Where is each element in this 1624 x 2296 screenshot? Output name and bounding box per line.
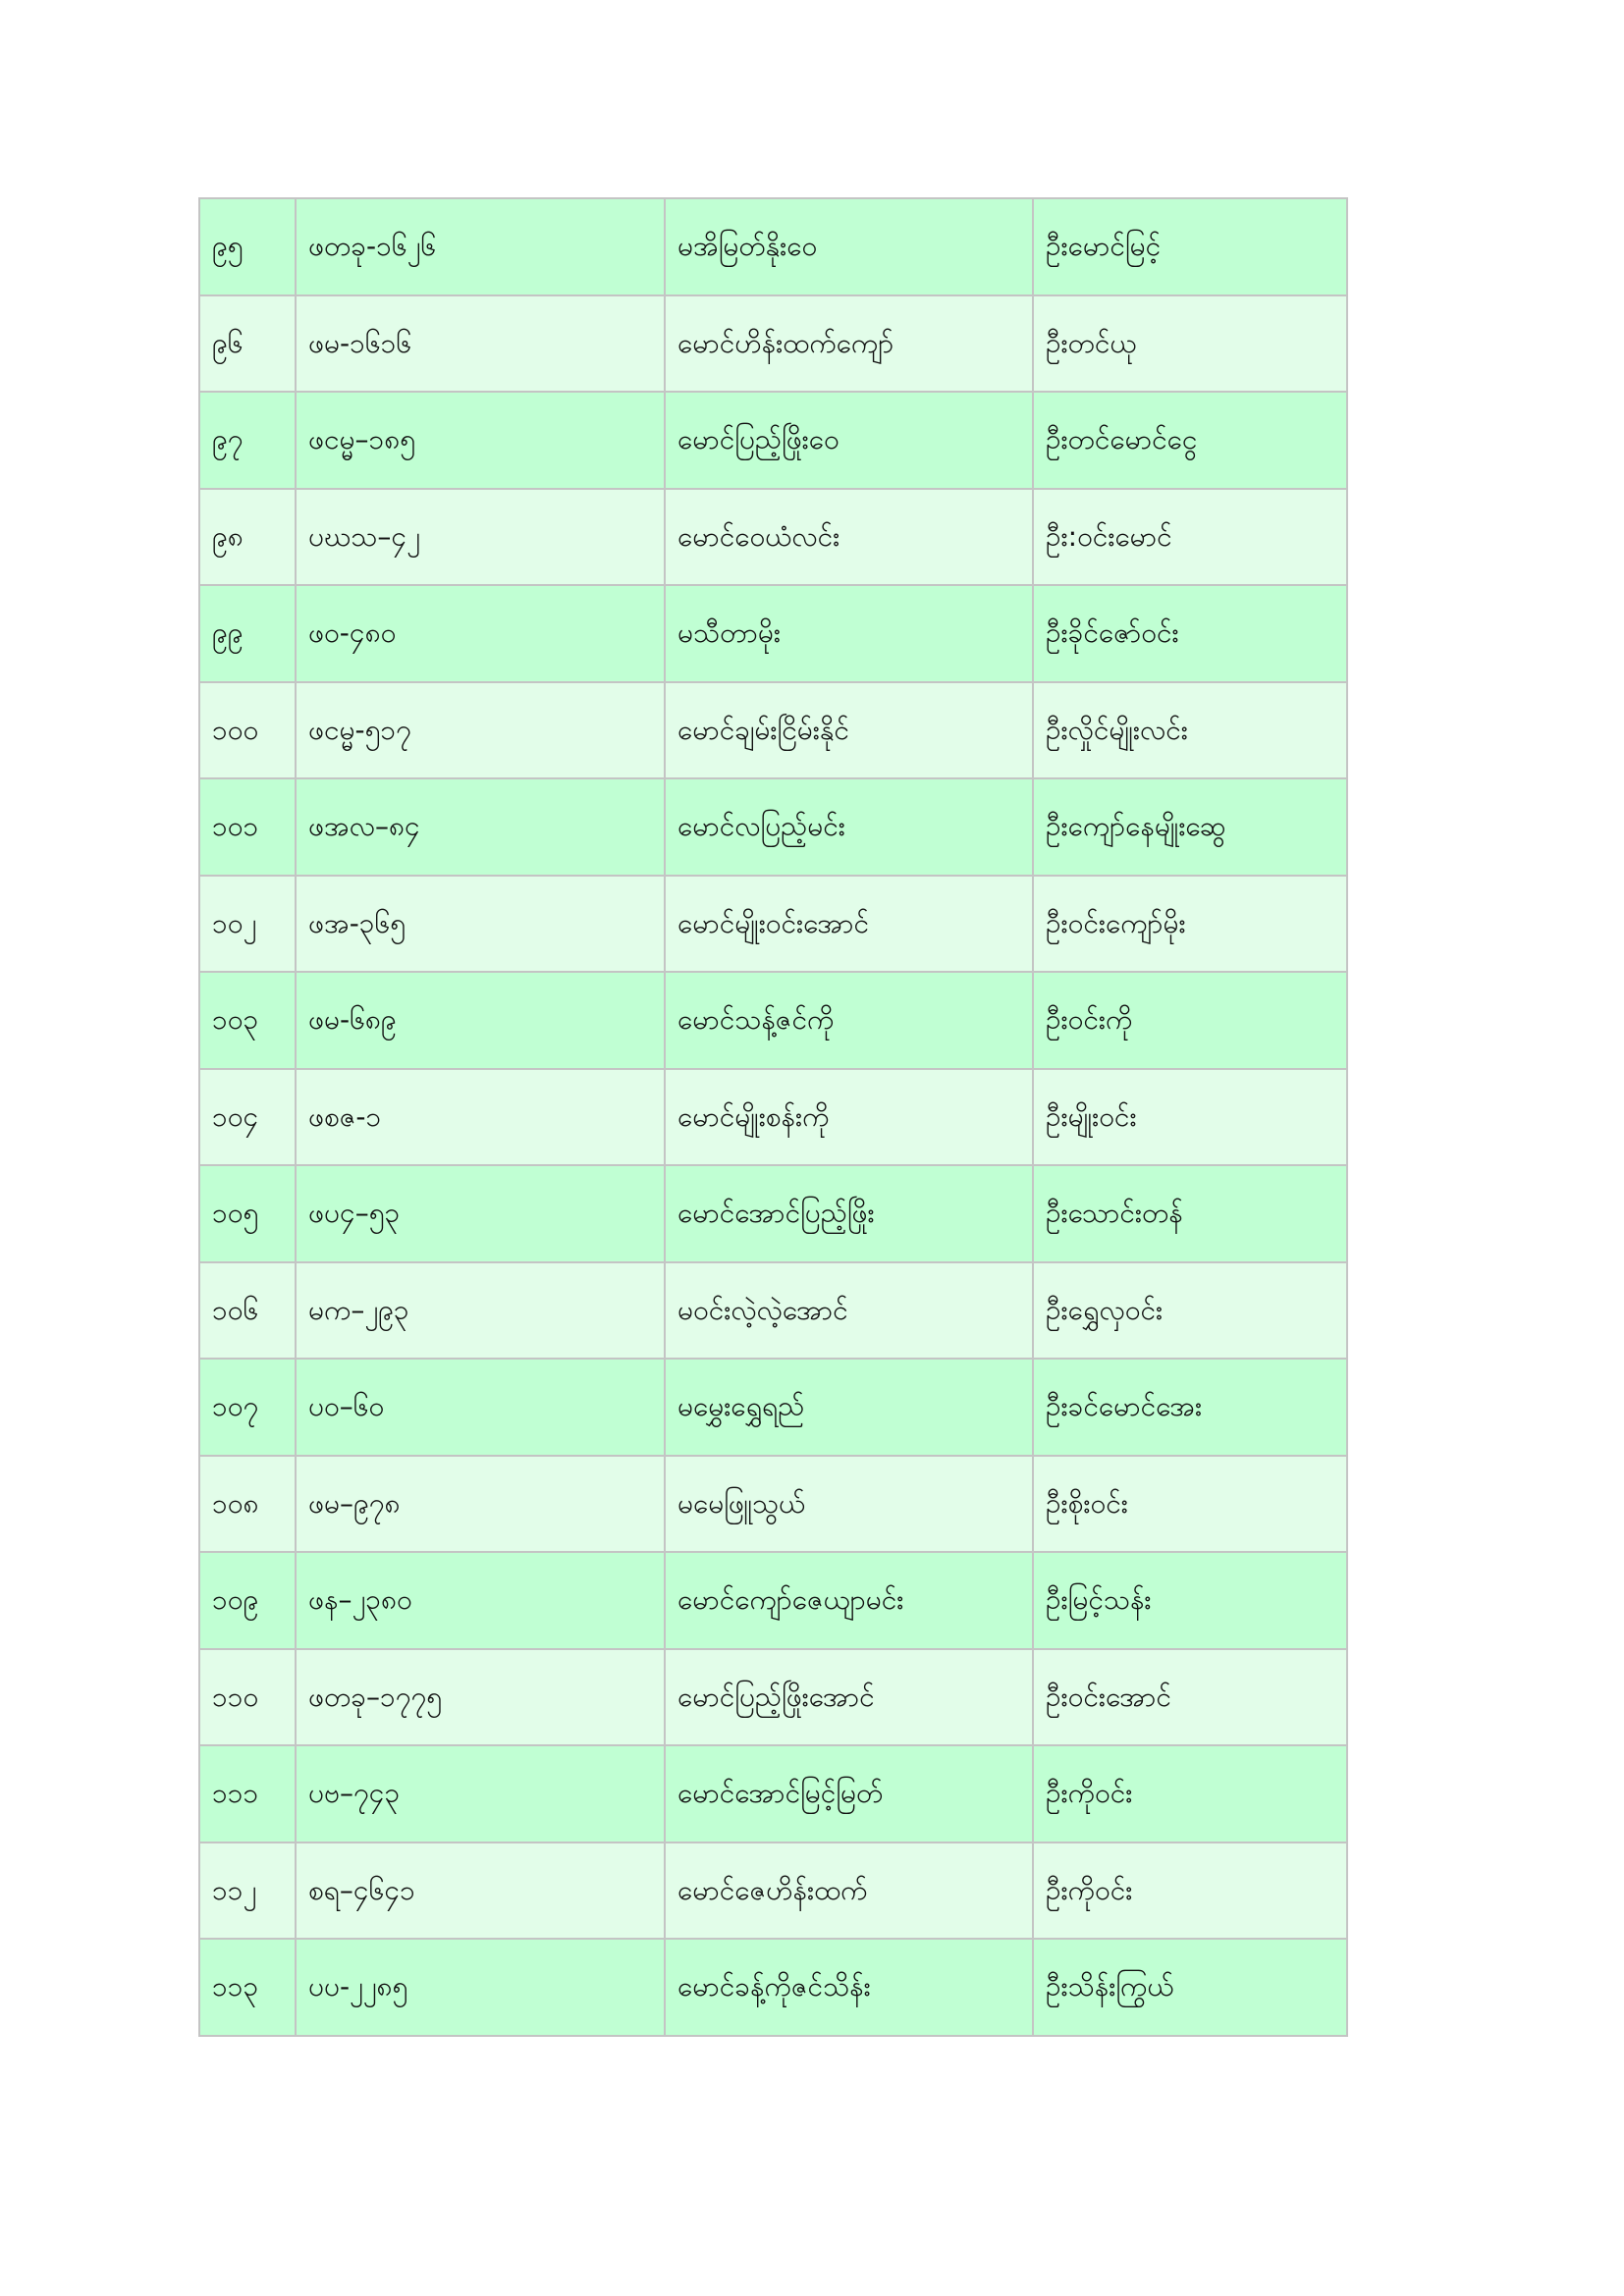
father-name-cell: ဦးဝင်းကျော်မိုး [1033,876,1347,973]
row-number-cell: ၉၆ [199,295,296,393]
father-name-cell: ဦးရွှေလှဝင်း [1033,1262,1347,1360]
row-number-cell: ၁၀၃ [199,972,296,1069]
table-row [199,778,1347,876]
row-number-cell: ၁၁၁ [199,1745,296,1842]
code-cell: ဖမ-၁၆၁၆ [296,295,665,393]
name-cell: မသီတာမိုး [665,585,1033,682]
code-cell: ဖအလ–၈၄ [296,778,665,876]
table-row [199,1069,1347,1166]
code-cell: ဖငမ္မ–၁၈၅ [296,392,665,489]
father-name-cell: ဦးမောင်မြင့် [1033,198,1347,295]
father-name-cell: ဦးလှိုင်မျိုးလင်း [1033,682,1347,779]
father-name-cell: ဦး:ဝင်းမောင် [1033,489,1347,586]
code-cell: ပပ-၂၂၈၅ [296,1939,665,2036]
father-name-cell: ဦးတင်မောင်ငွေ [1033,392,1347,489]
name-cell: မမွှေးရွှေရည် [665,1359,1033,1456]
row-number-cell: ၁၀၅ [199,1165,296,1262]
father-name-cell: ဦးကျော်နေမျိုးဆွေ [1033,778,1347,876]
table-row [199,682,1347,779]
father-name-cell: ဦးကိုဝင်း [1033,1842,1347,1940]
code-cell: ဖတခု-၁၆၂၆ [296,198,665,295]
table-row [199,1745,1347,1842]
document-page [198,197,1346,2037]
row-number-cell: ၁၀၆ [199,1262,296,1360]
code-cell: ဖဝ-၄၈၀ [296,585,665,682]
father-name-cell: ဦးခိုင်ဇော်ဝင်း [1033,585,1347,682]
code-cell: ဖစဇ-၁ [296,1069,665,1166]
table-row [199,1842,1347,1940]
row-number-cell: ၁၀၉ [199,1552,296,1649]
code-cell: ဖပ၄–၅၃ [296,1165,665,1262]
table-row [199,1649,1347,1746]
table-row [199,585,1347,682]
row-number-cell: ၁၀၇ [199,1359,296,1456]
roster-table [198,197,1348,2037]
name-cell: မောင်ဝေယံလင်း [665,489,1033,586]
name-cell: မောင်ပြည့်ဖြိုးအောင် [665,1649,1033,1746]
name-cell: မောင်ခန့်ကိုဇင်သိန်း [665,1939,1033,2036]
row-number-cell: ၁၀၈ [199,1456,296,1553]
father-name-cell: ဦးဝင်းကို [1033,972,1347,1069]
code-cell: ပဃသ–၄၂ [296,489,665,586]
name-cell: မမေဖြူသွယ် [665,1456,1033,1553]
father-name-cell: ဦးကိုဝင်း [1033,1745,1347,1842]
table-row [199,1939,1347,2036]
name-cell: မောင်လပြည့်မင်း [665,778,1033,876]
name-cell: မောင်ချမ်းငြိမ်းနိုင် [665,682,1033,779]
code-cell: စရ–၄၆၄၁ [296,1842,665,1940]
table-row [199,1165,1347,1262]
name-cell: မဝင်းလဲ့လဲ့အောင် [665,1262,1033,1360]
code-cell: ဖငမ္မ-၅၁၇ [296,682,665,779]
row-number-cell: ၁၀၄ [199,1069,296,1166]
row-number-cell: ၉၉ [199,585,296,682]
name-cell: မောင်ဇေဟိန်းထက် [665,1842,1033,1940]
name-cell: မောင်မျိုးဝင်းအောင် [665,876,1033,973]
name-cell: မောင်သန့်ဇင်ကို [665,972,1033,1069]
father-name-cell: ဦးမြင့်သန်း [1033,1552,1347,1649]
father-name-cell: ဦးမျိုးဝင်း [1033,1069,1347,1166]
father-name-cell: ဦးခင်မောင်အေး [1033,1359,1347,1456]
table-row [199,1456,1347,1553]
table-row [199,1262,1347,1360]
table-row [199,876,1347,973]
name-cell: မောင်ဟိန်းထက်ကျော် [665,295,1033,393]
father-name-cell: ဦးတင်ယု [1033,295,1347,393]
table-row [199,295,1347,393]
name-cell: မောင်မျိုးစန်းကို [665,1069,1033,1166]
table-row [199,972,1347,1069]
row-number-cell: ၉၅ [199,198,296,295]
code-cell: ဖန–၂၃၈၀ [296,1552,665,1649]
row-number-cell: ၉၇ [199,392,296,489]
table-row [199,1359,1347,1456]
name-cell: မောင်အောင်မြင့်မြတ် [665,1745,1033,1842]
name-cell: မောင်အောင်ပြည့်ဖြိုး [665,1165,1033,1262]
name-cell: မောင်ကျော်ဇေယျာမင်း [665,1552,1033,1649]
row-number-cell: ၁၀၁ [199,778,296,876]
code-cell: မက–၂၉၃ [296,1262,665,1360]
father-name-cell: ဦးစိုးဝင်း [1033,1456,1347,1553]
code-cell: ပဗ–၇၄၃ [296,1745,665,1842]
code-cell: ဖအ-၃၆၅ [296,876,665,973]
row-number-cell: ၁၀၀ [199,682,296,779]
table-row [199,489,1347,586]
row-number-cell: ၉၈ [199,489,296,586]
table-row [199,392,1347,489]
code-cell: ပဝ–၆၀ [296,1359,665,1456]
father-name-cell: ဦးသိန်းကြွယ် [1033,1939,1347,2036]
row-number-cell: ၁၁၂ [199,1842,296,1940]
father-name-cell: ဦးသောင်းတန် [1033,1165,1347,1262]
row-number-cell: ၁၀၂ [199,876,296,973]
code-cell: ဖတခု–၁၇၇၅ [296,1649,665,1746]
code-cell: ဖမ-၆၈၉ [296,972,665,1069]
code-cell: ဖမ–၉၇၈ [296,1456,665,1553]
name-cell: မအိမြတ်နိုးဝေ [665,198,1033,295]
row-number-cell: ၁၁၀ [199,1649,296,1746]
table-row [199,198,1347,295]
father-name-cell: ဦးဝင်းအောင် [1033,1649,1347,1746]
name-cell: မောင်ပြည့်ဖြိုးဝေ [665,392,1033,489]
table-row [199,1552,1347,1649]
row-number-cell: ၁၁၃ [199,1939,296,2036]
